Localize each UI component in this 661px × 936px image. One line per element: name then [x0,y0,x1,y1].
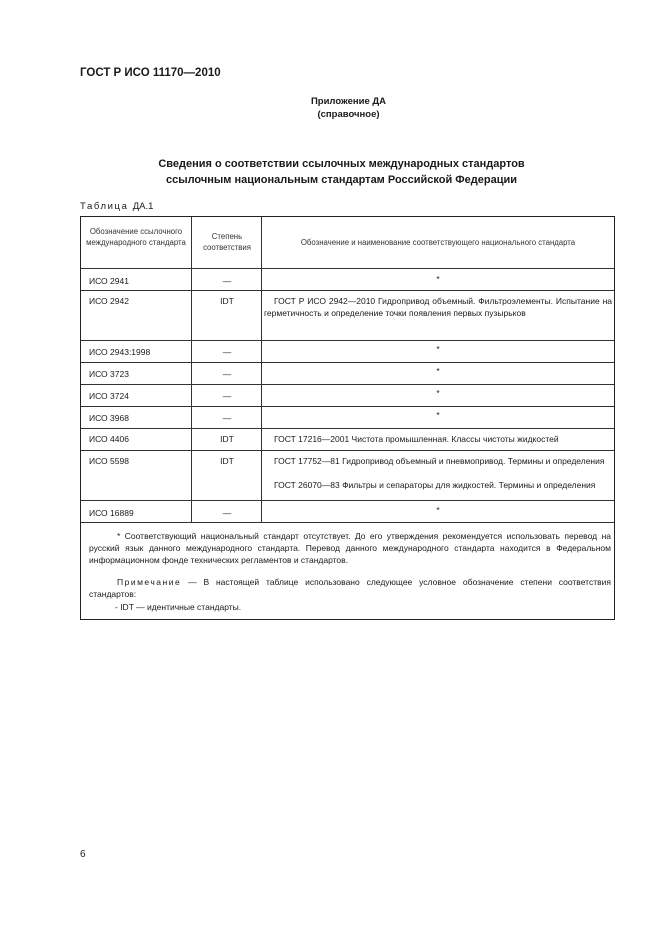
column-divider [191,217,192,522]
table-note [89,576,611,600]
section-title-line1: Сведения о соответствии ссылочных международных стандартов [158,158,525,170]
row-divider [81,428,614,429]
section-title [11,156,661,188]
table-row-intl: ИСО 2942 [89,296,129,306]
column-divider [261,217,262,522]
column-header-national: Обозначение и наименование соответствующего национального стандарта [300,238,576,247]
table-row-degree: — [222,413,232,423]
table-row-intl: ИСО 3723 [89,369,129,379]
note-item: - IDT — идентичные стандарты. [115,602,242,612]
table-row-national: * [436,344,440,354]
table-row-intl: ИСО 2943:1998 [89,347,151,357]
column-header-intl: Обозначение ссылочного международного стандарта [86,227,186,247]
section-title-line2: ссылочным национальным стандартам Российской Федерации [165,174,518,186]
column-header-degree: Степень соответствия [203,232,251,252]
table-row-degree: IDT [220,434,234,444]
table-row-national: * [436,274,440,284]
table-footnote: * Соответствующий национальный стандарт отсутствует. До его утверждения рекомендуется использовать перевод на русский язык данного международного стандарта. Перевод данного международного стандарта находится в Федеральном информационном фонде технических регламентов и стандартов. [89,531,611,565]
table-row-degree: IDT [220,456,234,466]
table-row-degree: — [222,369,232,379]
row-divider [81,522,614,523]
row-divider [81,290,614,291]
table-row-national: * [436,366,440,376]
row-divider [81,268,614,269]
table-row-intl: ИСО 3724 [89,391,129,401]
row-divider [81,362,614,363]
table-row-intl: ИСО 5598 [89,456,129,466]
table-row-national: ГОСТ 17752—81 Гидропривод объемный и пневмопривод. Термины и определения [274,456,605,466]
table-row-intl: ИСО 3968 [89,413,129,423]
table-row-intl: ИСО 4406 [89,434,129,444]
annex-kind: (справочное) [317,109,380,120]
document-header: ГОСТ Р ИСО 11170—2010 [80,67,221,79]
note-text: — В настоящей таблице использовано следующее условное обозначение степени соответствия стандартов: [89,577,611,599]
note-label: Примечание [117,577,182,587]
table-caption-number: ДА.1 [132,201,154,212]
row-divider [81,340,614,341]
correspondence-table [80,216,615,620]
table-row-intl: ИСО 16889 [89,508,134,518]
page-number: 6 [80,849,86,860]
table-row-national: * [436,410,440,420]
table-row-degree: — [222,391,232,401]
table-caption-prefix: Таблица [80,201,129,212]
table-row-degree: — [222,347,232,357]
row-divider [81,406,614,407]
table-row-degree: — [222,276,232,286]
table-row-national: ГОСТ Р ИСО 2942—2010 Гидропривод объемный. Фильтроэлементы. Испытание на герметичность и определение точки появления первых пузырьков [264,296,612,318]
row-divider [81,500,614,501]
table-row-degree: — [222,508,232,518]
table-row-degree: IDT [220,296,234,306]
table-row-national: ГОСТ 17216—2001 Чистота промышленная. Классы чистоты жидкостей [274,434,559,444]
table-row-intl: ИСО 2941 [89,276,129,286]
row-divider [81,450,614,451]
table-row-national: * [436,388,440,398]
table-caption [80,201,153,212]
table-row-national-extra: ГОСТ 26070—83 Фильтры и сепараторы для жидкостей. Термины и определения [274,480,596,490]
row-divider [81,384,614,385]
table-row-national: * [436,505,440,515]
annex-title: Приложение ДА [310,96,387,107]
